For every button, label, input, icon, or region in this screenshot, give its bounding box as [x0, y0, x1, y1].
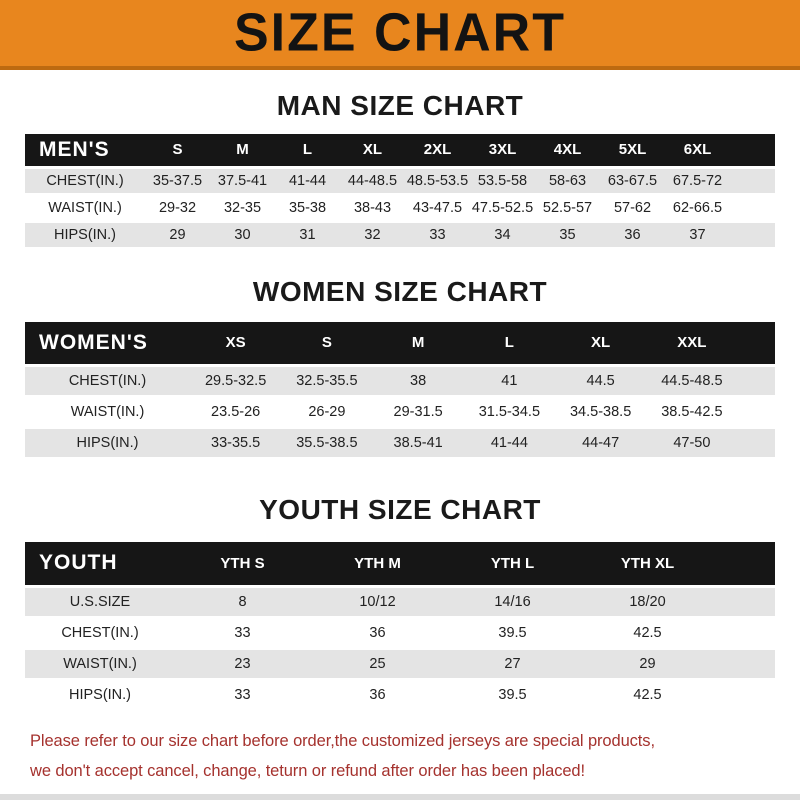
- filler-cell: [738, 366, 776, 397]
- column-header: YTH L: [445, 542, 580, 586]
- table-cell: 26-29: [281, 397, 372, 428]
- row-label: HIPS(IN.): [25, 679, 175, 710]
- table-cell: 52.5-57: [535, 194, 600, 221]
- column-header: S: [281, 322, 372, 366]
- column-header: L: [464, 322, 555, 366]
- size-chart-content: [0, 90, 800, 787]
- table-cell: 35-38: [275, 194, 340, 221]
- table-cell: 35.5-38.5: [281, 428, 372, 459]
- column-header: S: [145, 134, 210, 167]
- footer-note-line2: we don't accept cancel, change, teturn or refund after order has been placed!: [30, 762, 585, 781]
- row-label: WAIST(IN.): [25, 194, 145, 221]
- filler-cell: [730, 221, 775, 248]
- row-label: HIPS(IN.): [25, 428, 190, 459]
- table-cell: 8: [175, 586, 310, 617]
- table-cell: 41: [464, 366, 555, 397]
- filler-cell: [715, 586, 775, 617]
- header-row: [25, 134, 775, 167]
- section-title-women: WOMEN SIZE CHART: [252, 275, 548, 307]
- section-men: [0, 90, 800, 250]
- table-cell: 41-44: [275, 167, 340, 194]
- table-cell: 33: [175, 617, 310, 648]
- filler-cell: [730, 167, 775, 194]
- table-cell: 36: [600, 221, 665, 248]
- table-cell: 42.5: [580, 617, 715, 648]
- table-corner-label: YOUTH: [25, 542, 175, 586]
- men-size-table: [25, 134, 775, 250]
- table-row: [25, 194, 775, 221]
- table-corner-label: WOMEN'S: [25, 322, 190, 366]
- table-cell: 32: [340, 221, 405, 248]
- column-header: 3XL: [470, 134, 535, 167]
- row-label: HIPS(IN.): [25, 221, 145, 248]
- filler-cell: [738, 397, 776, 428]
- table-cell: 41-44: [464, 428, 555, 459]
- table-cell: 25: [310, 648, 445, 679]
- table-cell: 47-50: [646, 428, 737, 459]
- column-header: XXL: [646, 322, 737, 366]
- table-cell: 57-62: [600, 194, 665, 221]
- table-cell: 62-66.5: [665, 194, 730, 221]
- table-cell: 31: [275, 221, 340, 248]
- row-label: CHEST(IN.): [25, 366, 190, 397]
- filler-cell: [730, 134, 775, 167]
- women-size-table: [25, 322, 775, 461]
- table-cell: 44-47: [555, 428, 646, 459]
- table-cell: 27: [445, 648, 580, 679]
- table-cell: 33: [405, 221, 470, 248]
- table-row: [25, 679, 775, 710]
- table-cell: 18/20: [580, 586, 715, 617]
- table-cell: 32.5-35.5: [281, 366, 372, 397]
- table-cell: 29-32: [145, 194, 210, 221]
- table-cell: 53.5-58: [470, 167, 535, 194]
- table-cell: 38.5-42.5: [646, 397, 737, 428]
- column-header: L: [275, 134, 340, 167]
- table-cell: 39.5: [445, 679, 580, 710]
- table-cell: 36: [310, 617, 445, 648]
- column-header: YTH XL: [580, 542, 715, 586]
- row-label: U.S.SIZE: [25, 586, 175, 617]
- table-cell: 39.5: [445, 617, 580, 648]
- row-label: WAIST(IN.): [25, 397, 190, 428]
- filler-cell: [738, 428, 776, 459]
- table-cell: 37: [665, 221, 730, 248]
- column-header: XL: [555, 322, 646, 366]
- table-cell: 30: [210, 221, 275, 248]
- row-label: WAIST(IN.): [25, 648, 175, 679]
- filler-cell: [715, 679, 775, 710]
- column-header: XL: [340, 134, 405, 167]
- table-row: [25, 428, 775, 459]
- table-row: [25, 648, 775, 679]
- filler-cell: [738, 322, 776, 366]
- column-header: YTH M: [310, 542, 445, 586]
- row-label: CHEST(IN.): [25, 167, 145, 194]
- table-cell: 48.5-53.5: [405, 167, 470, 194]
- filler-cell: [715, 542, 775, 586]
- section-women: [0, 276, 800, 461]
- section-title-men: MAN SIZE CHART: [276, 90, 524, 121]
- page-title: SIZE CHART: [234, 2, 566, 64]
- table-cell: 38: [373, 366, 464, 397]
- table-cell: 43-47.5: [405, 194, 470, 221]
- footer-note: [0, 726, 800, 787]
- banner: [0, 0, 800, 70]
- table-cell: 29: [145, 221, 210, 248]
- table-cell: 34: [470, 221, 535, 248]
- section-title-youth: YOUTH SIZE CHART: [259, 494, 541, 525]
- table-cell: 32-35: [210, 194, 275, 221]
- table-cell: 33-35.5: [190, 428, 281, 459]
- table-cell: 47.5-52.5: [470, 194, 535, 221]
- table-cell: 37.5-41: [210, 167, 275, 194]
- table-row: [25, 221, 775, 248]
- bottom-strip: [0, 794, 800, 800]
- column-header: 4XL: [535, 134, 600, 167]
- table-cell: 29: [580, 648, 715, 679]
- row-label: CHEST(IN.): [25, 617, 175, 648]
- column-header: M: [210, 134, 275, 167]
- table-cell: 31.5-34.5: [464, 397, 555, 428]
- column-header: 6XL: [665, 134, 730, 167]
- table-cell: 44.5-48.5: [646, 366, 737, 397]
- table-cell: 23.5-26: [190, 397, 281, 428]
- column-header: XS: [190, 322, 281, 366]
- table-cell: 23: [175, 648, 310, 679]
- column-header: YTH S: [175, 542, 310, 586]
- section-youth: [0, 494, 800, 712]
- table-corner-label: MEN'S: [25, 134, 145, 167]
- column-header: M: [373, 322, 464, 366]
- table-cell: 44-48.5: [340, 167, 405, 194]
- table-cell: 14/16: [445, 586, 580, 617]
- filler-cell: [715, 648, 775, 679]
- table-cell: 36: [310, 679, 445, 710]
- table-cell: 38.5-41: [373, 428, 464, 459]
- header-row: [25, 322, 775, 366]
- table-row: [25, 167, 775, 194]
- table-cell: 58-63: [535, 167, 600, 194]
- table-row: [25, 586, 775, 617]
- column-header: 5XL: [600, 134, 665, 167]
- table-cell: 38-43: [340, 194, 405, 221]
- table-cell: 10/12: [310, 586, 445, 617]
- table-cell: 35-37.5: [145, 167, 210, 194]
- column-header: 2XL: [405, 134, 470, 167]
- table-cell: 34.5-38.5: [555, 397, 646, 428]
- table-cell: 33: [175, 679, 310, 710]
- table-row: [25, 397, 775, 428]
- footer-note-line1: Please refer to our size chart before order,the customized jerseys are special products,: [30, 731, 655, 750]
- table-cell: 29-31.5: [373, 397, 464, 428]
- table-row: [25, 366, 775, 397]
- header-row: [25, 542, 775, 586]
- table-cell: 63-67.5: [600, 167, 665, 194]
- table-cell: 67.5-72: [665, 167, 730, 194]
- table-cell: 44.5: [555, 366, 646, 397]
- table-cell: 29.5-32.5: [190, 366, 281, 397]
- filler-cell: [715, 617, 775, 648]
- table-cell: 42.5: [580, 679, 715, 710]
- table-cell: 35: [535, 221, 600, 248]
- youth-size-table: [25, 542, 775, 712]
- filler-cell: [730, 194, 775, 221]
- table-row: [25, 617, 775, 648]
